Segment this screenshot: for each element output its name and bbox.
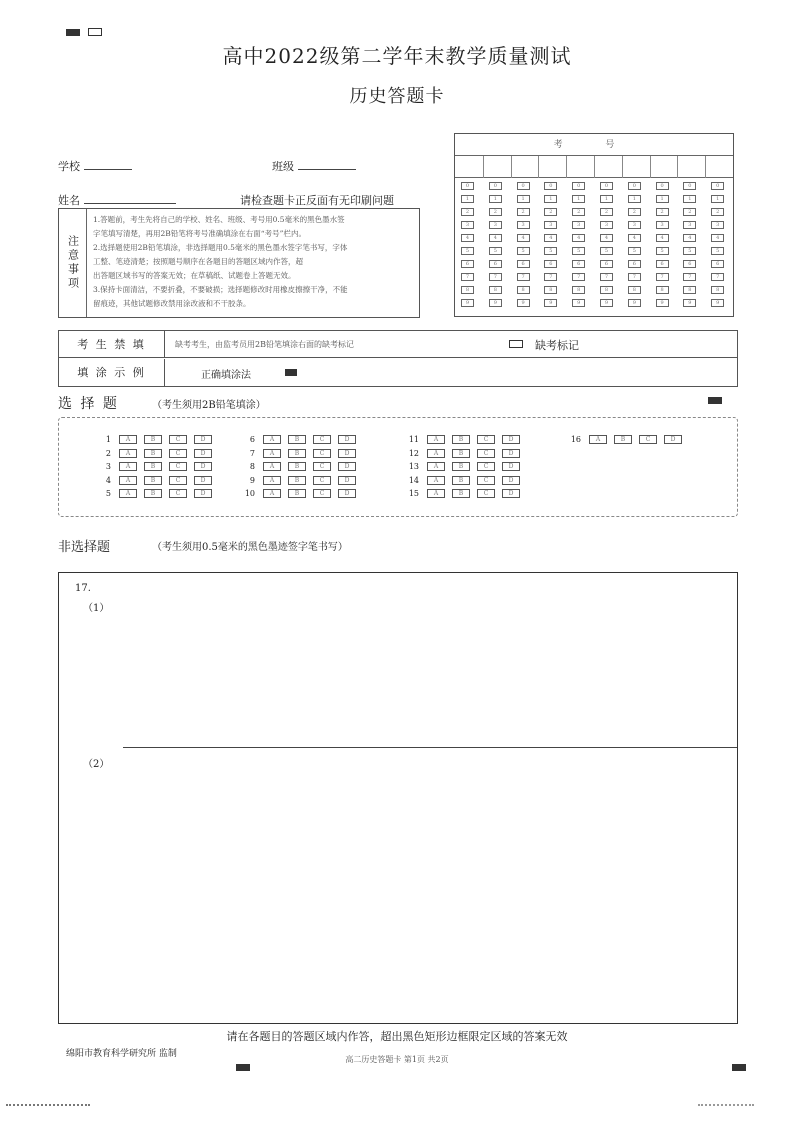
choice-bubble-a[interactable]: A: [427, 462, 445, 471]
exam-digit-bubble[interactable]: 5: [628, 247, 641, 255]
choice-bubble-b[interactable]: B: [144, 476, 162, 485]
exam-digit-bubble[interactable]: 0: [461, 182, 474, 190]
exam-digit-bubble[interactable]: 4: [628, 234, 641, 242]
exam-digit-bubble[interactable]: 0: [628, 182, 641, 190]
exam-column-divider: [622, 156, 623, 178]
exam-digit-bubble[interactable]: 1: [572, 195, 585, 203]
choice-bubble-b[interactable]: B: [144, 435, 162, 444]
question-number: 12: [408, 448, 419, 458]
choice-bubble-d[interactable]: D: [338, 435, 356, 444]
exam-digit-bubble[interactable]: 2: [572, 208, 585, 216]
footer-page-info: 高二历史答题卡 第1页 共2页: [345, 1055, 449, 1064]
choice-bubble-a[interactable]: A: [589, 435, 607, 444]
choice-bubble-d[interactable]: D: [502, 435, 520, 444]
exam-digit-bubble[interactable]: 8: [628, 286, 641, 294]
choice-bubble-b[interactable]: B: [452, 435, 470, 444]
notes-line: 工整、笔迹清楚；按照题号顺序在各题目的答题区域内作答，超: [93, 257, 303, 266]
exam-digit-bubble[interactable]: 1: [711, 195, 724, 203]
question-17-number: 17.: [75, 583, 91, 594]
footer-warning: 请在各题目的答题区域内作答，超出黑色矩形边框限定区域的答案无效: [226, 1030, 568, 1043]
exam-digit-bubble[interactable]: 3: [572, 221, 585, 229]
exam-digit-bubble[interactable]: 2: [600, 208, 613, 216]
exam-digit-bubble[interactable]: 1: [600, 195, 613, 203]
exam-digit-bubble[interactable]: 5: [656, 247, 669, 255]
nonchoice-section-title: 非选择题: [58, 540, 111, 555]
question-number: 5: [105, 489, 111, 498]
question-17-part-1: （1）: [83, 603, 110, 614]
exam-digit-bubble[interactable]: 0: [489, 182, 502, 190]
exam-digit-bubble[interactable]: 9: [600, 299, 613, 307]
question-number: 4: [105, 475, 111, 485]
exam-digit-bubble[interactable]: 0: [600, 182, 613, 190]
choice-bubble-c[interactable]: C: [477, 462, 495, 471]
exam-digit-bubble[interactable]: 7: [628, 273, 641, 281]
exam-column-divider: [511, 156, 512, 178]
exam-digit-bubble[interactable]: 6: [572, 260, 585, 268]
name-label: 姓名: [58, 194, 80, 207]
exam-digit-bubble[interactable]: 2: [711, 208, 724, 216]
school-input-line[interactable]: [84, 160, 132, 170]
choice-bubble-c[interactable]: C: [477, 435, 495, 444]
school-label: 学校: [58, 160, 80, 173]
choice-bubble-d[interactable]: D: [338, 489, 356, 498]
exam-digit-bubble[interactable]: 8: [600, 286, 613, 294]
choice-bubble-b[interactable]: B: [452, 449, 470, 458]
exam-digit-bubble[interactable]: 6: [711, 260, 724, 268]
exam-digit-bubble[interactable]: 7: [711, 273, 724, 281]
exam-digit-bubble[interactable]: 1: [656, 195, 669, 203]
choice-bubble-a[interactable]: A: [263, 489, 281, 498]
choice-bubble-d[interactable]: D: [194, 435, 212, 444]
choice-bubble-b[interactable]: B: [144, 462, 162, 471]
question-number: 8: [249, 462, 255, 471]
exam-digit-bubble[interactable]: 4: [517, 234, 530, 242]
exam-digit-bubble[interactable]: 7: [656, 273, 669, 281]
choice-bubble-c[interactable]: C: [477, 489, 495, 498]
exam-digit-bubble[interactable]: 6: [656, 260, 669, 268]
question-number: 2: [105, 448, 111, 458]
exam-digit-bubble[interactable]: 8: [711, 286, 724, 294]
exam-column-divider: [705, 156, 706, 178]
exam-number-grid: [454, 133, 734, 317]
choice-bubble-d[interactable]: D: [502, 462, 520, 471]
exam-digit-bubble[interactable]: 1: [461, 195, 474, 203]
part-divider: [123, 747, 737, 748]
notes-line: 1.答题前，考生先将自己的学校、姓名、班级、考号用0.5毫米的黑色墨水签: [93, 215, 345, 224]
fill-example-text: 正确填涂法: [201, 370, 251, 381]
choice-bubble-b[interactable]: B: [614, 435, 632, 444]
exam-digit-bubble[interactable]: 7: [544, 273, 557, 281]
choice-bubble-c[interactable]: C: [313, 489, 331, 498]
question-17-part-2: （2）: [83, 759, 110, 770]
choice-bubble-c[interactable]: C: [477, 449, 495, 458]
bottom-mark-left: [236, 1064, 250, 1071]
exam-digit-bubble[interactable]: 9: [517, 299, 530, 307]
choice-bubble-d[interactable]: D: [502, 476, 520, 485]
question-number: 1: [105, 435, 111, 444]
footer-publisher: 绵阳市教育科学研究所 监制: [66, 1049, 177, 1059]
exam-digit-bubble[interactable]: 2: [628, 208, 641, 216]
choice-bubble-b[interactable]: B: [288, 489, 306, 498]
choice-bubble-c[interactable]: C: [169, 489, 187, 498]
exam-number-bubbles: [455, 182, 733, 316]
exam-digit-bubble[interactable]: 6: [544, 260, 557, 268]
choice-bubble-c[interactable]: C: [313, 462, 331, 471]
choice-bubble-d[interactable]: D: [502, 449, 520, 458]
choice-bubble-d[interactable]: D: [194, 476, 212, 485]
exam-digit-bubble[interactable]: 7: [489, 273, 502, 281]
exam-digit-bubble[interactable]: 8: [683, 286, 696, 294]
exam-digit-bubble[interactable]: 3: [628, 221, 641, 229]
exam-digit-bubble[interactable]: 7: [461, 273, 474, 281]
exam-digit-bubble[interactable]: 5: [600, 247, 613, 255]
exam-number-label: 考 号: [455, 134, 733, 156]
exam-digit-bubble[interactable]: 6: [683, 260, 696, 268]
exam-digit-bubble[interactable]: 9: [628, 299, 641, 307]
choice-bubble-d[interactable]: D: [338, 476, 356, 485]
absent-mark-label: 缺考标记: [535, 339, 579, 352]
choice-bubble-d[interactable]: D: [664, 435, 682, 444]
choice-bubble-b[interactable]: B: [144, 449, 162, 458]
choice-bubble-b[interactable]: B: [288, 435, 306, 444]
info-table: [58, 330, 738, 387]
exam-digit-bubble[interactable]: 8: [572, 286, 585, 294]
class-label: 班级: [272, 160, 294, 173]
choice-bubble-a[interactable]: A: [263, 435, 281, 444]
exam-digit-bubble[interactable]: 4: [544, 234, 557, 242]
exam-digit-bubble[interactable]: 2: [517, 208, 530, 216]
exam-digit-bubble[interactable]: 3: [656, 221, 669, 229]
name-field[interactable]: [58, 192, 176, 208]
notes-line: 出答题区域书写的答案无效；在草稿纸、试题卷上答题无效。: [93, 271, 296, 280]
question-number: 13: [408, 462, 419, 471]
exam-digit-bubble[interactable]: 0: [711, 182, 724, 190]
notes-box: [58, 208, 420, 318]
question-number: 10: [244, 489, 255, 498]
exam-digit-bubble[interactable]: 3: [600, 221, 613, 229]
choice-bubble-d[interactable]: D: [194, 489, 212, 498]
question-number: 16: [570, 435, 581, 444]
exam-digit-bubble[interactable]: 3: [489, 221, 502, 229]
choice-bubble-b[interactable]: B: [288, 476, 306, 485]
notes-label: 注意事项: [59, 209, 87, 317]
absent-mark-box[interactable]: [509, 340, 523, 348]
choice-bubble-a[interactable]: A: [427, 435, 445, 444]
exam-digit-bubble[interactable]: 1: [683, 195, 696, 203]
choice-bubble-a[interactable]: A: [263, 449, 281, 458]
choice-bubble-c[interactable]: C: [639, 435, 657, 444]
exam-digit-bubble[interactable]: 9: [572, 299, 585, 307]
choice-bubble-d[interactable]: D: [502, 489, 520, 498]
exam-digit-bubble[interactable]: 0: [517, 182, 530, 190]
choice-bubble-a[interactable]: A: [119, 489, 137, 498]
exam-digit-bubble[interactable]: 3: [461, 221, 474, 229]
exam-digit-bubble[interactable]: 4: [572, 234, 585, 242]
choice-bubble-c[interactable]: C: [169, 449, 187, 458]
exam-digit-bubble[interactable]: 8: [517, 286, 530, 294]
choice-bubble-a[interactable]: A: [263, 462, 281, 471]
question-number: 15: [408, 489, 419, 498]
notes-line: 字笔填写清楚，再用2B铅笔将考号准确填涂在右面“考号”栏内。: [93, 229, 306, 238]
choice-bubble-b[interactable]: B: [288, 449, 306, 458]
fill-example-row: [59, 359, 737, 386]
choice-bubble-c[interactable]: C: [477, 476, 495, 485]
answer-box-17[interactable]: [58, 572, 738, 1024]
exam-column-divider: [566, 156, 567, 178]
choice-bubble-b[interactable]: B: [452, 489, 470, 498]
exam-column-divider: [483, 156, 484, 178]
class-field[interactable]: [272, 158, 356, 174]
choice-bubble-d[interactable]: D: [194, 462, 212, 471]
exam-digit-bubble[interactable]: 1: [544, 195, 557, 203]
exam-digit-bubble[interactable]: 3: [711, 221, 724, 229]
question-number: 6: [249, 435, 255, 444]
choice-bubble-a[interactable]: A: [119, 435, 137, 444]
choice-bubble-a[interactable]: A: [119, 462, 137, 471]
choice-bubble-b[interactable]: B: [452, 462, 470, 471]
exam-digit-bubble[interactable]: 6: [517, 260, 530, 268]
exam-digit-bubble[interactable]: 3: [517, 221, 530, 229]
exam-digit-bubble[interactable]: 5: [683, 247, 696, 255]
exam-digit-bubble[interactable]: 7: [600, 273, 613, 281]
exam-column-divider: [650, 156, 651, 178]
exam-column-divider: [538, 156, 539, 178]
bottom-mark-right: [732, 1064, 746, 1071]
absent-row: [59, 331, 737, 358]
exam-digit-bubble[interactable]: 7: [572, 273, 585, 281]
page-subtitle: 历史答题卡: [349, 86, 445, 107]
choice-bubble-a[interactable]: A: [427, 449, 445, 458]
choice-bubble-d[interactable]: D: [338, 462, 356, 471]
exam-digit-bubble[interactable]: 2: [656, 208, 669, 216]
choice-section-note: （考生须用2B铅笔填涂）: [152, 400, 266, 411]
choice-bubble-d[interactable]: D: [338, 449, 356, 458]
exam-digit-bubble[interactable]: 5: [572, 247, 585, 255]
exam-digit-bubble[interactable]: 8: [656, 286, 669, 294]
exam-column-divider: [594, 156, 595, 178]
position-mark: [66, 29, 80, 36]
class-input-line[interactable]: [298, 160, 356, 170]
exam-digit-bubble[interactable]: 9: [711, 299, 724, 307]
exam-digit-bubble[interactable]: 0: [683, 182, 696, 190]
exam-digit-bubble[interactable]: 3: [683, 221, 696, 229]
exam-digit-bubble[interactable]: 2: [489, 208, 502, 216]
choice-section-title: 选 择 题: [58, 396, 119, 412]
choice-bubble-c[interactable]: C: [313, 435, 331, 444]
exam-digit-bubble[interactable]: 4: [489, 234, 502, 242]
exam-digit-bubble[interactable]: 3: [544, 221, 557, 229]
choice-bubble-c[interactable]: C: [169, 462, 187, 471]
page-title: 高中2022级第二学年末教学质量测试: [222, 44, 572, 68]
exam-digit-bubble[interactable]: 0: [656, 182, 669, 190]
question-number: 9: [249, 475, 255, 485]
bottom-dots-right: [698, 1104, 754, 1106]
exam-digit-bubble[interactable]: 2: [683, 208, 696, 216]
exam-digit-bubble[interactable]: 4: [461, 234, 474, 242]
position-mark-outline: [88, 28, 102, 36]
exam-digit-bubble[interactable]: 4: [656, 234, 669, 242]
absent-row-text: 缺考考生，由监考员用2B铅笔填涂右面的缺考标记: [175, 340, 354, 349]
exam-digit-bubble[interactable]: 8: [461, 286, 474, 294]
question-number: 7: [249, 448, 255, 458]
name-input-line[interactable]: [84, 194, 176, 204]
exam-digit-bubble[interactable]: 5: [544, 247, 557, 255]
choice-bubble-c[interactable]: C: [169, 435, 187, 444]
question-number: 14: [408, 475, 419, 485]
exam-digit-bubble[interactable]: 1: [517, 195, 530, 203]
exam-digit-bubble[interactable]: 9: [683, 299, 696, 307]
exam-digit-bubble[interactable]: 6: [600, 260, 613, 268]
choice-bubble-d[interactable]: D: [194, 449, 212, 458]
choice-bubble-a[interactable]: A: [119, 476, 137, 485]
exam-digit-bubble[interactable]: 4: [600, 234, 613, 242]
choice-answer-area: [58, 417, 738, 517]
choice-bubble-b[interactable]: B: [452, 476, 470, 485]
check-notice: 请检查题卡正反面有无印刷问题: [240, 194, 394, 207]
exam-digit-bubble[interactable]: 9: [489, 299, 502, 307]
exam-digit-bubble[interactable]: 8: [544, 286, 557, 294]
exam-digit-bubble[interactable]: 7: [517, 273, 530, 281]
exam-digit-bubble[interactable]: 2: [461, 208, 474, 216]
choice-bubble-c[interactable]: C: [313, 476, 331, 485]
notes-line: 2.选择题使用2B铅笔填涂，非选择题用0.5毫米的黑色墨水签字笔书写，字体: [93, 243, 348, 252]
exam-digit-bubble[interactable]: 4: [683, 234, 696, 242]
position-mark-right: [708, 397, 722, 404]
choice-bubble-a[interactable]: A: [427, 489, 445, 498]
exam-digit-bubble[interactable]: 5: [517, 247, 530, 255]
exam-digit-bubble[interactable]: 6: [461, 260, 474, 268]
fill-example-label: 填 涂 示 例: [59, 359, 165, 386]
choice-bubble-a[interactable]: A: [263, 476, 281, 485]
exam-digit-bubble[interactable]: 5: [711, 247, 724, 255]
exam-digit-bubble[interactable]: 6: [628, 260, 641, 268]
exam-digit-bubble[interactable]: 5: [489, 247, 502, 255]
exam-digit-bubble[interactable]: 9: [656, 299, 669, 307]
exam-digit-bubble[interactable]: 1: [489, 195, 502, 203]
exam-column-divider: [677, 156, 678, 178]
choice-bubble-a[interactable]: A: [119, 449, 137, 458]
exam-digit-bubble[interactable]: 7: [683, 273, 696, 281]
exam-digit-bubble[interactable]: 9: [544, 299, 557, 307]
question-number: 3: [105, 462, 111, 471]
exam-digit-bubble[interactable]: 0: [544, 182, 557, 190]
choice-bubble-b[interactable]: B: [288, 462, 306, 471]
exam-digit-bubble[interactable]: 5: [461, 247, 474, 255]
exam-digit-bubble[interactable]: 4: [711, 234, 724, 242]
exam-digit-bubble[interactable]: 0: [572, 182, 585, 190]
exam-digit-bubble[interactable]: 8: [489, 286, 502, 294]
exam-digit-bubble[interactable]: 9: [461, 299, 474, 307]
choice-bubble-b[interactable]: B: [144, 489, 162, 498]
question-number: 11: [408, 435, 419, 444]
fill-example-mark: [285, 369, 297, 376]
notes-line: 留痕迹，其他试题修改禁用涂改液和不干胶条。: [93, 299, 251, 308]
bottom-dots-left: [6, 1104, 90, 1106]
exam-digit-bubble[interactable]: 6: [489, 260, 502, 268]
choice-bubble-c[interactable]: C: [313, 449, 331, 458]
choice-bubble-a[interactable]: A: [427, 476, 445, 485]
exam-number-write-row[interactable]: [455, 156, 733, 178]
exam-digit-bubble[interactable]: 1: [628, 195, 641, 203]
exam-digit-bubble[interactable]: 2: [544, 208, 557, 216]
absent-row-label: 考 生 禁 填: [59, 331, 165, 358]
school-field[interactable]: [58, 158, 132, 174]
notes-line: 3.保持卡面清洁，不要折叠，不要破损；选择题修改时用橡皮擦擦干净，不能: [93, 285, 348, 294]
choice-bubble-c[interactable]: C: [169, 476, 187, 485]
notes-content: [93, 213, 417, 311]
nonchoice-section-note: （考生须用0.5毫米的黑色墨迹签字笔书写）: [152, 542, 348, 553]
